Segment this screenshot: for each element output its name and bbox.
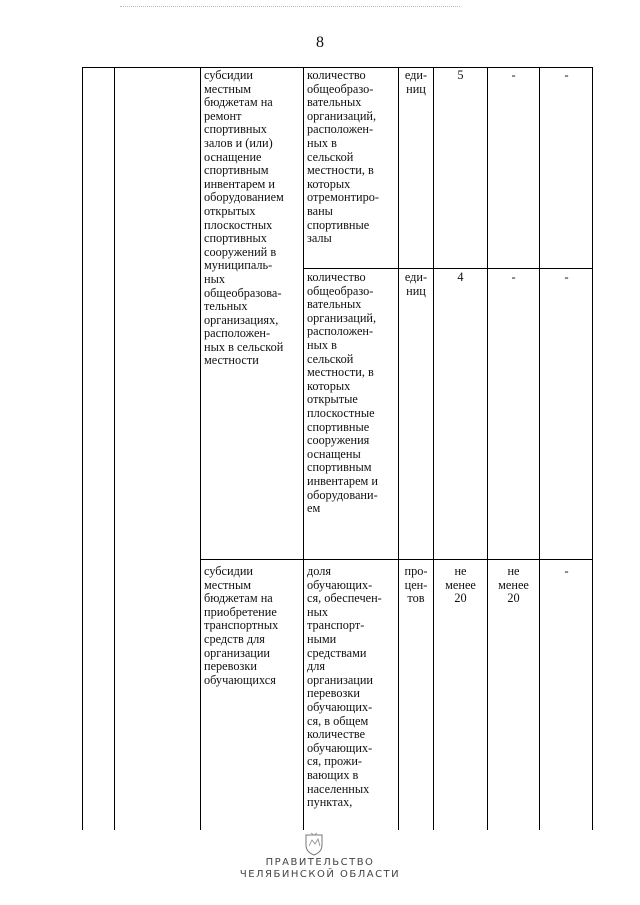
value-cell: - bbox=[511, 270, 516, 284]
value-cell: не менее 20 bbox=[445, 564, 476, 606]
government-seal-caption bbox=[0, 857, 640, 881]
measure-cell: субсидии местным бюджетам на приобретение транспортных средств для организации перевозки обучающихся bbox=[204, 564, 279, 687]
row-rule bbox=[303, 268, 593, 269]
value-cell: не менее 20 bbox=[498, 564, 529, 606]
column-rule bbox=[539, 68, 540, 830]
value-cell: - bbox=[564, 68, 569, 82]
value-cell: 5 bbox=[457, 68, 464, 82]
column-rule bbox=[433, 68, 434, 830]
scan-top-artifact bbox=[120, 6, 460, 7]
indicator-name-cell: доля обучающих- ся, обеспечен- ных транспорт- ными средствами для организации перевозки обучающих- ся, в общем количестве обучающих- ся, прожи- вающих в населенных пунктах, bbox=[307, 564, 382, 810]
row-rule bbox=[200, 559, 593, 560]
unit-cell: еди- ниц bbox=[404, 68, 428, 96]
program-table bbox=[82, 67, 593, 830]
seal-line-2: ЧЕЛЯБИНСКОЙ ОБЛАСТИ bbox=[239, 869, 401, 880]
value-cell: - bbox=[564, 270, 569, 284]
unit-cell: еди- ниц bbox=[404, 270, 428, 298]
column-rule bbox=[487, 68, 488, 830]
unit-cell: про- цен- тов bbox=[404, 564, 428, 606]
column-rule bbox=[200, 68, 201, 830]
indicator-name-cell: количество общеобразо- вательных организаций, расположен- ных в сельской местности, в которых открытые плоскостные спортивные сооружения оснащены спортивным инвентарем и оборудовани- ем bbox=[307, 270, 378, 516]
column-rule bbox=[398, 68, 399, 830]
coat-of-arms-icon bbox=[303, 832, 325, 856]
measure-cell: субсидии местным бюджетам на ремонт спортивных залов и (или) оснащение спортивным инвентарем и оборудованием открытых плоскостных спортивных сооружений в муниципаль- ных общеобразова- тельных организациях, расположен- ных в сельской местности bbox=[204, 68, 284, 368]
seal-line-1: ПРАВИТЕЛЬСТВО bbox=[265, 857, 375, 868]
page-number: 8 bbox=[316, 34, 324, 51]
value-cell: - bbox=[564, 564, 569, 578]
value-cell: 4 bbox=[457, 270, 464, 284]
indicator-name-cell: количество общеобразо- вательных организаций, расположен- ных в сельской местности, в которых отремонтиро- ваны спортивные залы bbox=[307, 68, 379, 246]
value-cell: - bbox=[511, 68, 516, 82]
column-rule bbox=[303, 68, 304, 830]
column-rule bbox=[114, 68, 115, 830]
